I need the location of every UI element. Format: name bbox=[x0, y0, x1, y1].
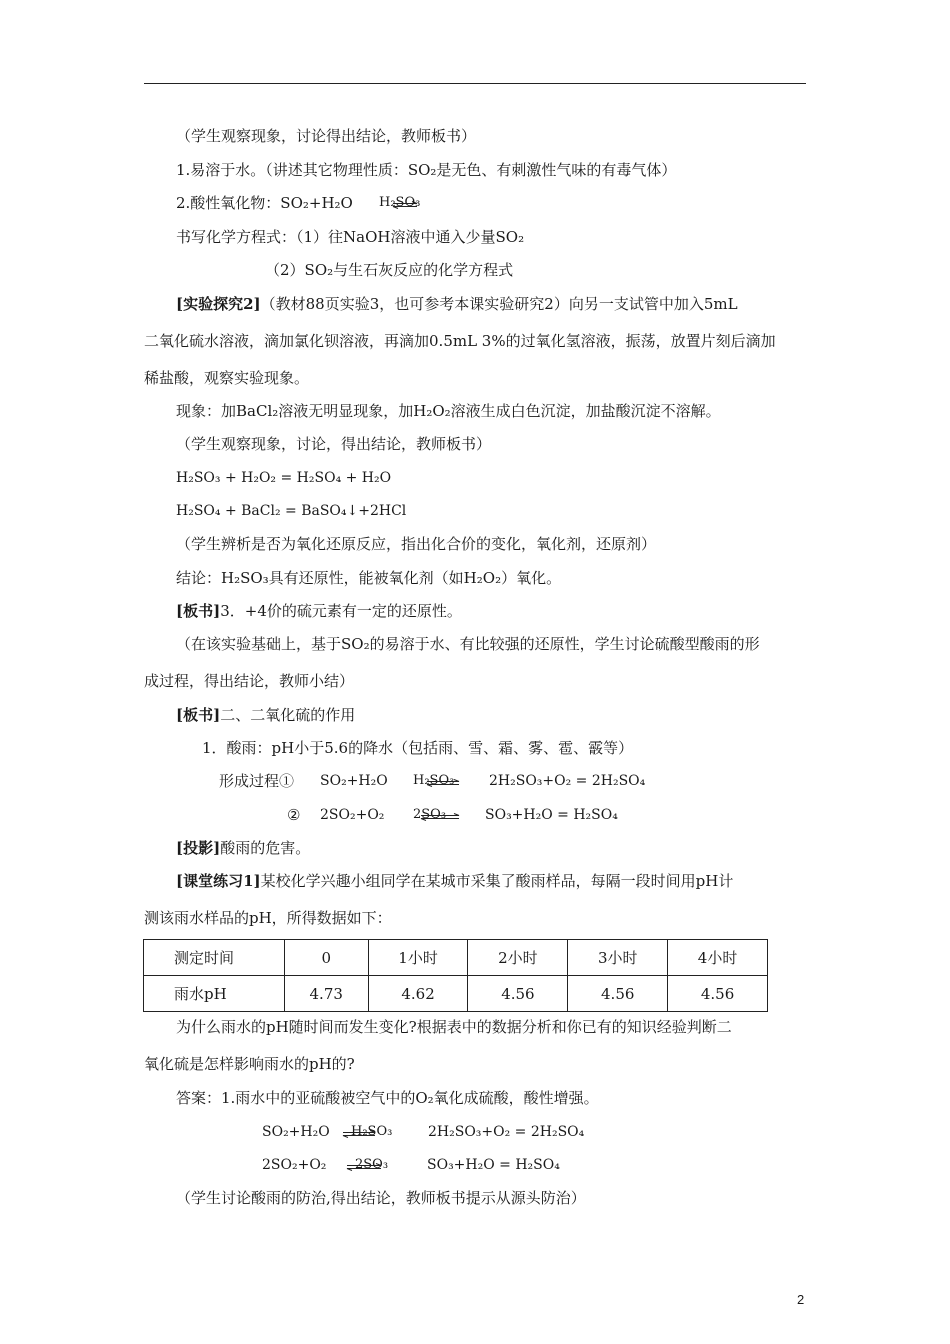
text-line: 2.酸性氧化物：SO₂+H₂O bbox=[176, 194, 353, 212]
section-tag: [课堂练习1] bbox=[176, 872, 261, 890]
text-line: 3．+4价的硫元素有一定的还原性。 bbox=[220, 602, 462, 620]
table-header-cell: 2小时 bbox=[468, 940, 568, 976]
text-line: 答案：1.雨水中的亚硫酸被空气中的O₂氧化成硫酸，酸性增强。 bbox=[176, 1089, 599, 1107]
equation: SO₂+H₂O bbox=[320, 773, 388, 789]
text-line: 现象：加BaCl₂溶液无明显现象，加H₂O₂溶液生成白色沉淀，加盐酸沉淀不溶解。 bbox=[176, 402, 721, 420]
text-line: （学生观察现象，讨论，得出结论，教师板书） bbox=[176, 435, 492, 453]
section-tag: [实验探究2] bbox=[176, 295, 261, 313]
table-header-cell: 4小时 bbox=[668, 940, 768, 976]
equation: 2H₂SO₃+O₂ = 2H₂SO₄ bbox=[489, 773, 646, 789]
table-cell: 4.56 bbox=[568, 976, 668, 1012]
header-rule bbox=[144, 83, 806, 84]
reversible-arrow-icon bbox=[346, 1163, 382, 1171]
text-label: 形成过程① bbox=[219, 772, 295, 790]
text-line: 二氧化硫水溶液，滴加氯化钡溶液，再滴加0.5mL 3%的过氧化氢溶液，振荡，放置片刻后滴加 bbox=[144, 332, 776, 350]
page-number: 2 bbox=[797, 1292, 805, 1307]
equation: SO₃+H₂O = H₂SO₄ bbox=[427, 1157, 560, 1173]
reversible-arrow-icon bbox=[426, 779, 460, 787]
text-line: （学生观察现象，讨论得出结论，教师板书） bbox=[176, 127, 477, 145]
text-line: 氧化硫是怎样影响雨水的pH的? bbox=[144, 1055, 355, 1073]
equation: H₂SO₄ + BaCl₂ = BaSO₄↓+2HCl bbox=[176, 503, 407, 519]
equation: 2SO₂+O₂ bbox=[262, 1157, 327, 1173]
text-line: 1．酸雨：pH小于5.6的降水（包括雨、雪、霜、雾、雹、霰等） bbox=[202, 739, 634, 757]
table-row bbox=[144, 940, 768, 976]
equation-product: H₂SO₃ bbox=[413, 773, 455, 788]
section-tag: [板书] bbox=[176, 602, 221, 620]
text-line: 二、二氧化硫的作用 bbox=[220, 706, 356, 724]
equation-product: 2SO₃ bbox=[355, 1157, 389, 1172]
text-line: （教材88页实验3，也可参考本课实验研究2）向另一支试管中加入5mL bbox=[260, 295, 738, 313]
text-line: （2）SO₂与生石灰反应的化学方程式 bbox=[265, 261, 514, 279]
text-line: 1.易溶于水。（讲述其它物理性质：SO₂是无色、有刺激性气味的有毒气体） bbox=[176, 161, 677, 179]
table-header-cell: 1小时 bbox=[368, 940, 468, 976]
text-line: （学生辨析是否为氧化还原反应，指出化合价的变化，氧化剂，还原剂） bbox=[176, 535, 657, 553]
text-line: 测该雨水样品的pH，所得数据如下： bbox=[144, 909, 392, 927]
text-line: （学生讨论酸雨的防治,得出结论，教师板书提示从源头防治） bbox=[176, 1189, 586, 1207]
reversible-arrow-icon bbox=[342, 1130, 376, 1138]
table-cell: 4.73 bbox=[284, 976, 368, 1012]
equation: SO₃+H₂O = H₂SO₄ bbox=[485, 807, 618, 823]
ph-data-table bbox=[143, 939, 768, 1012]
equation: 2H₂SO₃+O₂ = 2H₂SO₄ bbox=[428, 1124, 585, 1140]
text-line: 稀盐酸，观察实验现象。 bbox=[144, 369, 310, 387]
equation-product: H₂SO₃ bbox=[351, 1124, 393, 1139]
equation-product: 2SO₃ bbox=[413, 807, 447, 822]
table-row bbox=[144, 976, 768, 1012]
text-line: （在该实验基础上，基于SO₂的易溶于水、有比较强的还原性，学生讨论硫酸型酸雨的形 bbox=[176, 635, 760, 653]
text-line: 酸雨的危害。 bbox=[220, 839, 311, 857]
reversible-arrow-icon bbox=[420, 813, 460, 821]
text-label: ② bbox=[287, 806, 301, 824]
table-row-label: 雨水pH bbox=[144, 976, 285, 1012]
text-line: 结论：H₂SO₃具有还原性，能被氧化剂（如H₂O₂）氧化。 bbox=[176, 569, 562, 587]
table-header-cell: 测定时间 bbox=[144, 940, 285, 976]
section-tag: [板书] bbox=[176, 706, 221, 724]
text-line: 为什么雨水的pH随时间而发生变化?根据表中的数据分析和你已有的知识经验判断二 bbox=[176, 1018, 732, 1036]
reversible-arrow-icon bbox=[392, 201, 418, 209]
table-cell: 4.56 bbox=[668, 976, 768, 1012]
equation: 2SO₂+O₂ bbox=[320, 807, 385, 823]
equation: SO₂+H₂O bbox=[262, 1124, 330, 1140]
equation: H₂SO₃ + H₂O₂ = H₂SO₄ + H₂O bbox=[176, 470, 392, 486]
text-line: 成过程，得出结论，教师小结） bbox=[144, 672, 355, 690]
table-cell: 4.56 bbox=[468, 976, 568, 1012]
table-cell: 4.62 bbox=[368, 976, 468, 1012]
text-line: 书写化学方程式：（1）往NaOH溶液中通入少量SO₂ bbox=[176, 228, 525, 246]
table-header-cell: 3小时 bbox=[568, 940, 668, 976]
text-line: 某校化学兴趣小组同学在某城市采集了酸雨样品，每隔一段时间用pH计 bbox=[260, 872, 734, 890]
equation-product: H₂SO₃ bbox=[379, 195, 421, 210]
table-header-cell: 0 bbox=[284, 940, 368, 976]
section-tag: [投影] bbox=[176, 839, 221, 857]
